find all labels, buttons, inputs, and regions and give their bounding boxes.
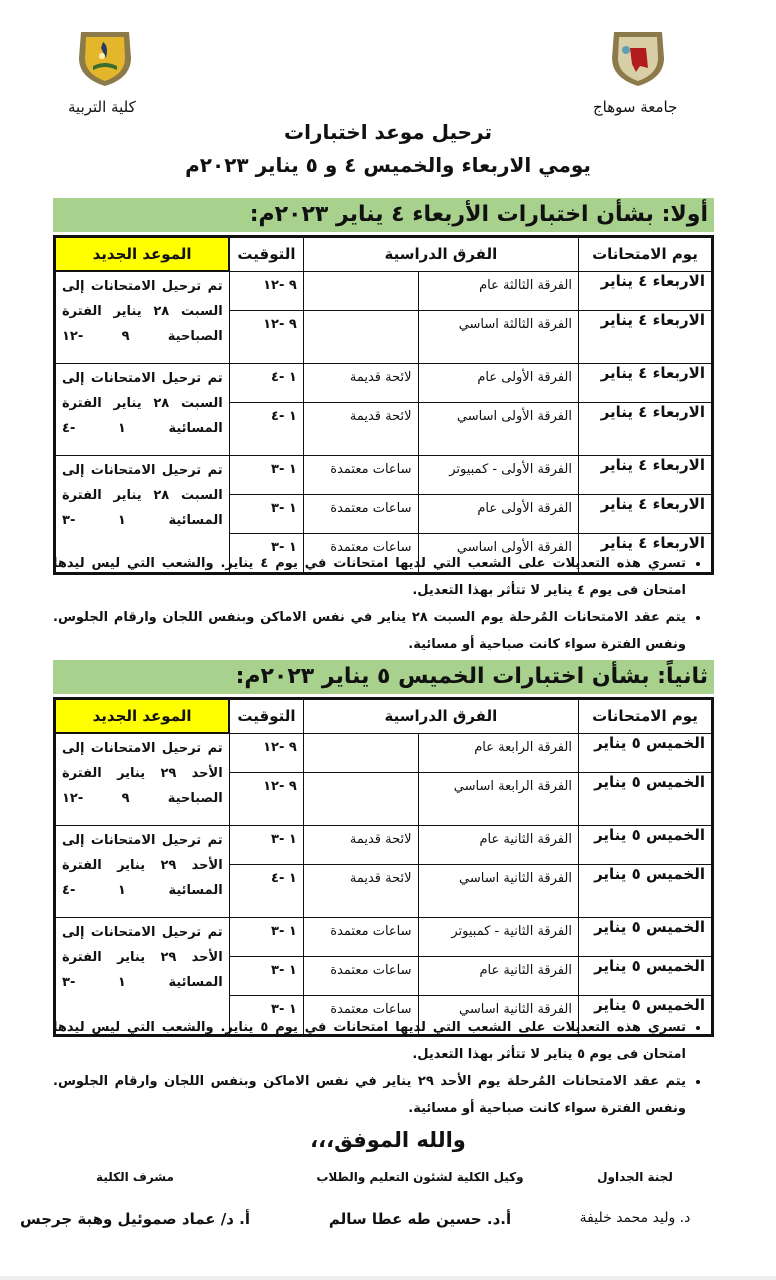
regulation-cell bbox=[303, 271, 418, 310]
section2-notes bbox=[53, 1014, 714, 1122]
time-cell: ١ -٣ bbox=[229, 917, 303, 956]
page-bottom-strip bbox=[0, 1276, 776, 1280]
class-cell: الفرقة الثانية عام bbox=[418, 956, 578, 995]
regulation-cell: لائحة قديمة bbox=[303, 864, 418, 917]
signature-name-vice-dean: أ.د. حسين طه عطا سالم bbox=[328, 1210, 512, 1228]
time-cell: ١ -٣ bbox=[229, 956, 303, 995]
class-cell: الفرقة الأولى عام bbox=[418, 363, 578, 402]
section1-heading: أولا: بشأن اختبارات الأربعاء ٤ يناير ٢٠٢٣م: bbox=[53, 198, 714, 232]
regulation-cell bbox=[303, 772, 418, 825]
closing-phrase: والله الموفق،،، bbox=[310, 1128, 466, 1152]
table-row bbox=[55, 733, 713, 772]
signature-title-schedules-committee: لجنة الجداول bbox=[597, 1170, 673, 1184]
signature-title-vice-dean: وكيل الكلية لشئون التعليم والطلاب bbox=[316, 1170, 524, 1184]
class-cell: الفرقة الأولى اساسي bbox=[418, 402, 578, 455]
class-cell: الفرقة الأولى عام bbox=[418, 494, 578, 533]
time-cell: ١ -٣ bbox=[229, 455, 303, 494]
time-cell: ١ -٤ bbox=[229, 402, 303, 455]
column-header-new-date: الموعد الجديد bbox=[55, 237, 230, 272]
new-date-cell: تم ترحيل الامتحانات إلى السبت ٢٨ يناير الفترة الصباحية ٩ -١٢ bbox=[55, 271, 230, 363]
faculty-of-education-logo-icon bbox=[73, 28, 137, 88]
table-row bbox=[55, 825, 713, 864]
class-cell: الفرقة الرابعة اساسي bbox=[418, 772, 578, 825]
note-item: • تسري هذه التعديلات على الشعب التي لديها امتحانات في يوم ٥ يناير. والشعب التي ليس ليدها امتحان فى يوم ٥ يناير لا تتأثر بهذا التعديل. bbox=[53, 1014, 686, 1068]
table-row bbox=[55, 363, 713, 402]
day-cell: الاربعاء ٤ يناير bbox=[578, 310, 712, 363]
section2-heading: ثانياً: بشأن اختبارات الخميس ٥ يناير ٢٠٢٣م: bbox=[53, 660, 714, 694]
faculty-name: كلية التربية bbox=[68, 98, 136, 116]
regulation-cell: ساعات معتمدة bbox=[303, 956, 418, 995]
class-cell: الفرقة الثانية اساسي bbox=[418, 864, 578, 917]
day-cell: الخميس ٥ يناير bbox=[578, 864, 712, 917]
class-cell: الفرقة الثانية - كمبيوتر bbox=[418, 917, 578, 956]
section1-schedule-table bbox=[53, 235, 714, 575]
new-date-cell: تم ترحيل الامتحانات إلى السبت ٢٨ يناير الفترة المسائية ١ -٣ bbox=[55, 455, 230, 573]
section1-notes bbox=[53, 550, 714, 658]
signature-name-faculty-supervisor: أ. د/ عماد صموئيل وهبة جرجس bbox=[20, 1210, 250, 1228]
day-cell: الخميس ٥ يناير bbox=[578, 995, 712, 1035]
sohag-university-logo-icon bbox=[606, 28, 670, 88]
class-cell: الفرقة الرابعة عام bbox=[418, 733, 578, 772]
time-cell: ٩ -١٢ bbox=[229, 310, 303, 363]
regulation-cell: لائحة قديمة bbox=[303, 402, 418, 455]
regulation-cell: لائحة قديمة bbox=[303, 363, 418, 402]
time-cell: ٩ -١٢ bbox=[229, 733, 303, 772]
time-cell: ١ -٤ bbox=[229, 363, 303, 402]
column-header-day: يوم الامتحانات bbox=[578, 699, 712, 734]
document-title: ترحيل موعد اختبارات bbox=[283, 120, 493, 144]
day-cell: الخميس ٥ يناير bbox=[578, 772, 712, 825]
regulation-cell bbox=[303, 310, 418, 363]
day-cell: الخميس ٥ يناير bbox=[578, 733, 712, 772]
column-header-time: التوقيت bbox=[229, 699, 303, 734]
class-cell: الفرقة الثالثة عام bbox=[418, 271, 578, 310]
table-header-row bbox=[55, 699, 713, 734]
signature-title-faculty-supervisor: مشرف الكلية bbox=[96, 1170, 174, 1184]
day-cell: الاربعاء ٤ يناير bbox=[578, 533, 712, 573]
regulation-cell: لائحة قديمة bbox=[303, 825, 418, 864]
column-header-day: يوم الامتحانات bbox=[578, 237, 712, 272]
note-item: • تسري هذه التعديلات على الشعب التي لديها امتحانات في يوم ٤ يناير. والشعب التي ليس ليدها امتحان فى يوم ٤ يناير لا تتأثر بهذا التعديل. bbox=[53, 550, 686, 604]
university-name: جامعة سوهاج bbox=[593, 98, 678, 116]
class-cell: الفرقة الثانية عام bbox=[418, 825, 578, 864]
regulation-cell: ساعات معتمدة bbox=[303, 455, 418, 494]
day-cell: الاربعاء ٤ يناير bbox=[578, 271, 712, 310]
new-date-cell: تم ترحيل الامتحانات إلى الأحد ٢٩ يناير الفترة الصباحية ٩ -١٢ bbox=[55, 733, 230, 825]
column-header-new-date: الموعد الجديد bbox=[55, 699, 230, 734]
table-row bbox=[55, 271, 713, 310]
time-cell: ١ -٣ bbox=[229, 494, 303, 533]
new-date-cell: تم ترحيل الامتحانات إلى الأحد ٢٩ يناير الفترة المسائية ١ -٣ bbox=[55, 917, 230, 1035]
column-header-classes: الفرق الدراسية bbox=[303, 237, 578, 272]
class-cell: الفرقة الثالثة اساسي bbox=[418, 310, 578, 363]
day-cell: الخميس ٥ يناير bbox=[578, 825, 712, 864]
new-date-cell: تم ترحيل الامتحانات إلى الأحد ٢٩ يناير الفترة المسائية ١ -٤ bbox=[55, 825, 230, 917]
day-cell: الاربعاء ٤ يناير bbox=[578, 363, 712, 402]
column-header-time: التوقيت bbox=[229, 237, 303, 272]
time-cell: ٩ -١٢ bbox=[229, 271, 303, 310]
time-cell: ١ -٣ bbox=[229, 533, 303, 573]
time-cell: ١ -٤ bbox=[229, 864, 303, 917]
day-cell: الاربعاء ٤ يناير bbox=[578, 455, 712, 494]
day-cell: الاربعاء ٤ يناير bbox=[578, 494, 712, 533]
column-header-classes: الفرق الدراسية bbox=[303, 699, 578, 734]
document-subtitle: يومي الاربعاء والخميس ٤ و ٥ يناير ٢٠٢٣م bbox=[185, 153, 591, 177]
class-cell: الفرقة الأولى اساسي bbox=[418, 533, 578, 573]
regulation-cell: ساعات معتمدة bbox=[303, 917, 418, 956]
table-row bbox=[55, 917, 713, 956]
note-item: • يتم عقد الامتحانات المُرحلة يوم السبت ٢٨ يناير في نفس الاماكن وبنفس اللجان وارقام الجلوس. ونفس الفترة سواء كانت صباحية أو مسائية. bbox=[53, 604, 686, 658]
new-date-cell: تم ترحيل الامتحانات إلى السبت ٢٨ يناير الفترة المسائية ١ -٤ bbox=[55, 363, 230, 455]
class-cell: الفرقة الثانية اساسي bbox=[418, 995, 578, 1035]
table-header-row bbox=[55, 237, 713, 272]
time-cell: ٩ -١٢ bbox=[229, 772, 303, 825]
day-cell: الاربعاء ٤ يناير bbox=[578, 402, 712, 455]
signature-name-schedules-committee: د. وليد محمد خليفة bbox=[579, 1210, 691, 1226]
day-cell: الخميس ٥ يناير bbox=[578, 917, 712, 956]
day-cell: الخميس ٥ يناير bbox=[578, 956, 712, 995]
regulation-cell: ساعات معتمدة bbox=[303, 995, 418, 1035]
regulation-cell: ساعات معتمدة bbox=[303, 494, 418, 533]
section2-schedule-table bbox=[53, 697, 714, 1037]
note-item: • يتم عقد الامتحانات المُرحلة يوم الأحد ٢٩ يناير في نفس الاماكن وبنفس اللجان وارقام الجلوس. ونفس الفترة سواء كانت صباحية أو مسائية. bbox=[53, 1068, 686, 1122]
time-cell: ١ -٣ bbox=[229, 995, 303, 1035]
table-row bbox=[55, 455, 713, 494]
regulation-cell: ساعات معتمدة bbox=[303, 533, 418, 573]
regulation-cell bbox=[303, 733, 418, 772]
class-cell: الفرقة الأولى - كمبيوتر bbox=[418, 455, 578, 494]
time-cell: ١ -٣ bbox=[229, 825, 303, 864]
